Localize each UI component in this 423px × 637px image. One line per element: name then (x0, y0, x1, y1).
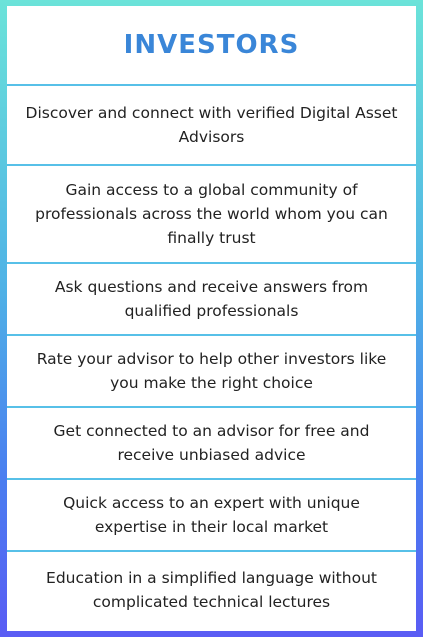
list-item: Gain access to a global community of professionals across the world whom you can finally trust (7, 164, 416, 262)
list-item: Discover and connect with verified Digital Asset Advisors (7, 84, 416, 164)
list-item: Quick access to an expert with unique expertise in their local market (7, 478, 416, 550)
list-item: Get connected to an advisor for free and receive unbiased advice (7, 406, 416, 478)
card-title: INVESTORS (123, 30, 300, 60)
benefit-list (7, 84, 416, 631)
list-item: Ask questions and receive answers from qualified professionals (7, 262, 416, 334)
title-row (7, 6, 416, 84)
list-item: Education in a simplified language without complicated technical lectures (7, 550, 416, 628)
list-item: Rate your advisor to help other investors like you make the right choice (7, 334, 416, 406)
card-inner (7, 6, 416, 631)
